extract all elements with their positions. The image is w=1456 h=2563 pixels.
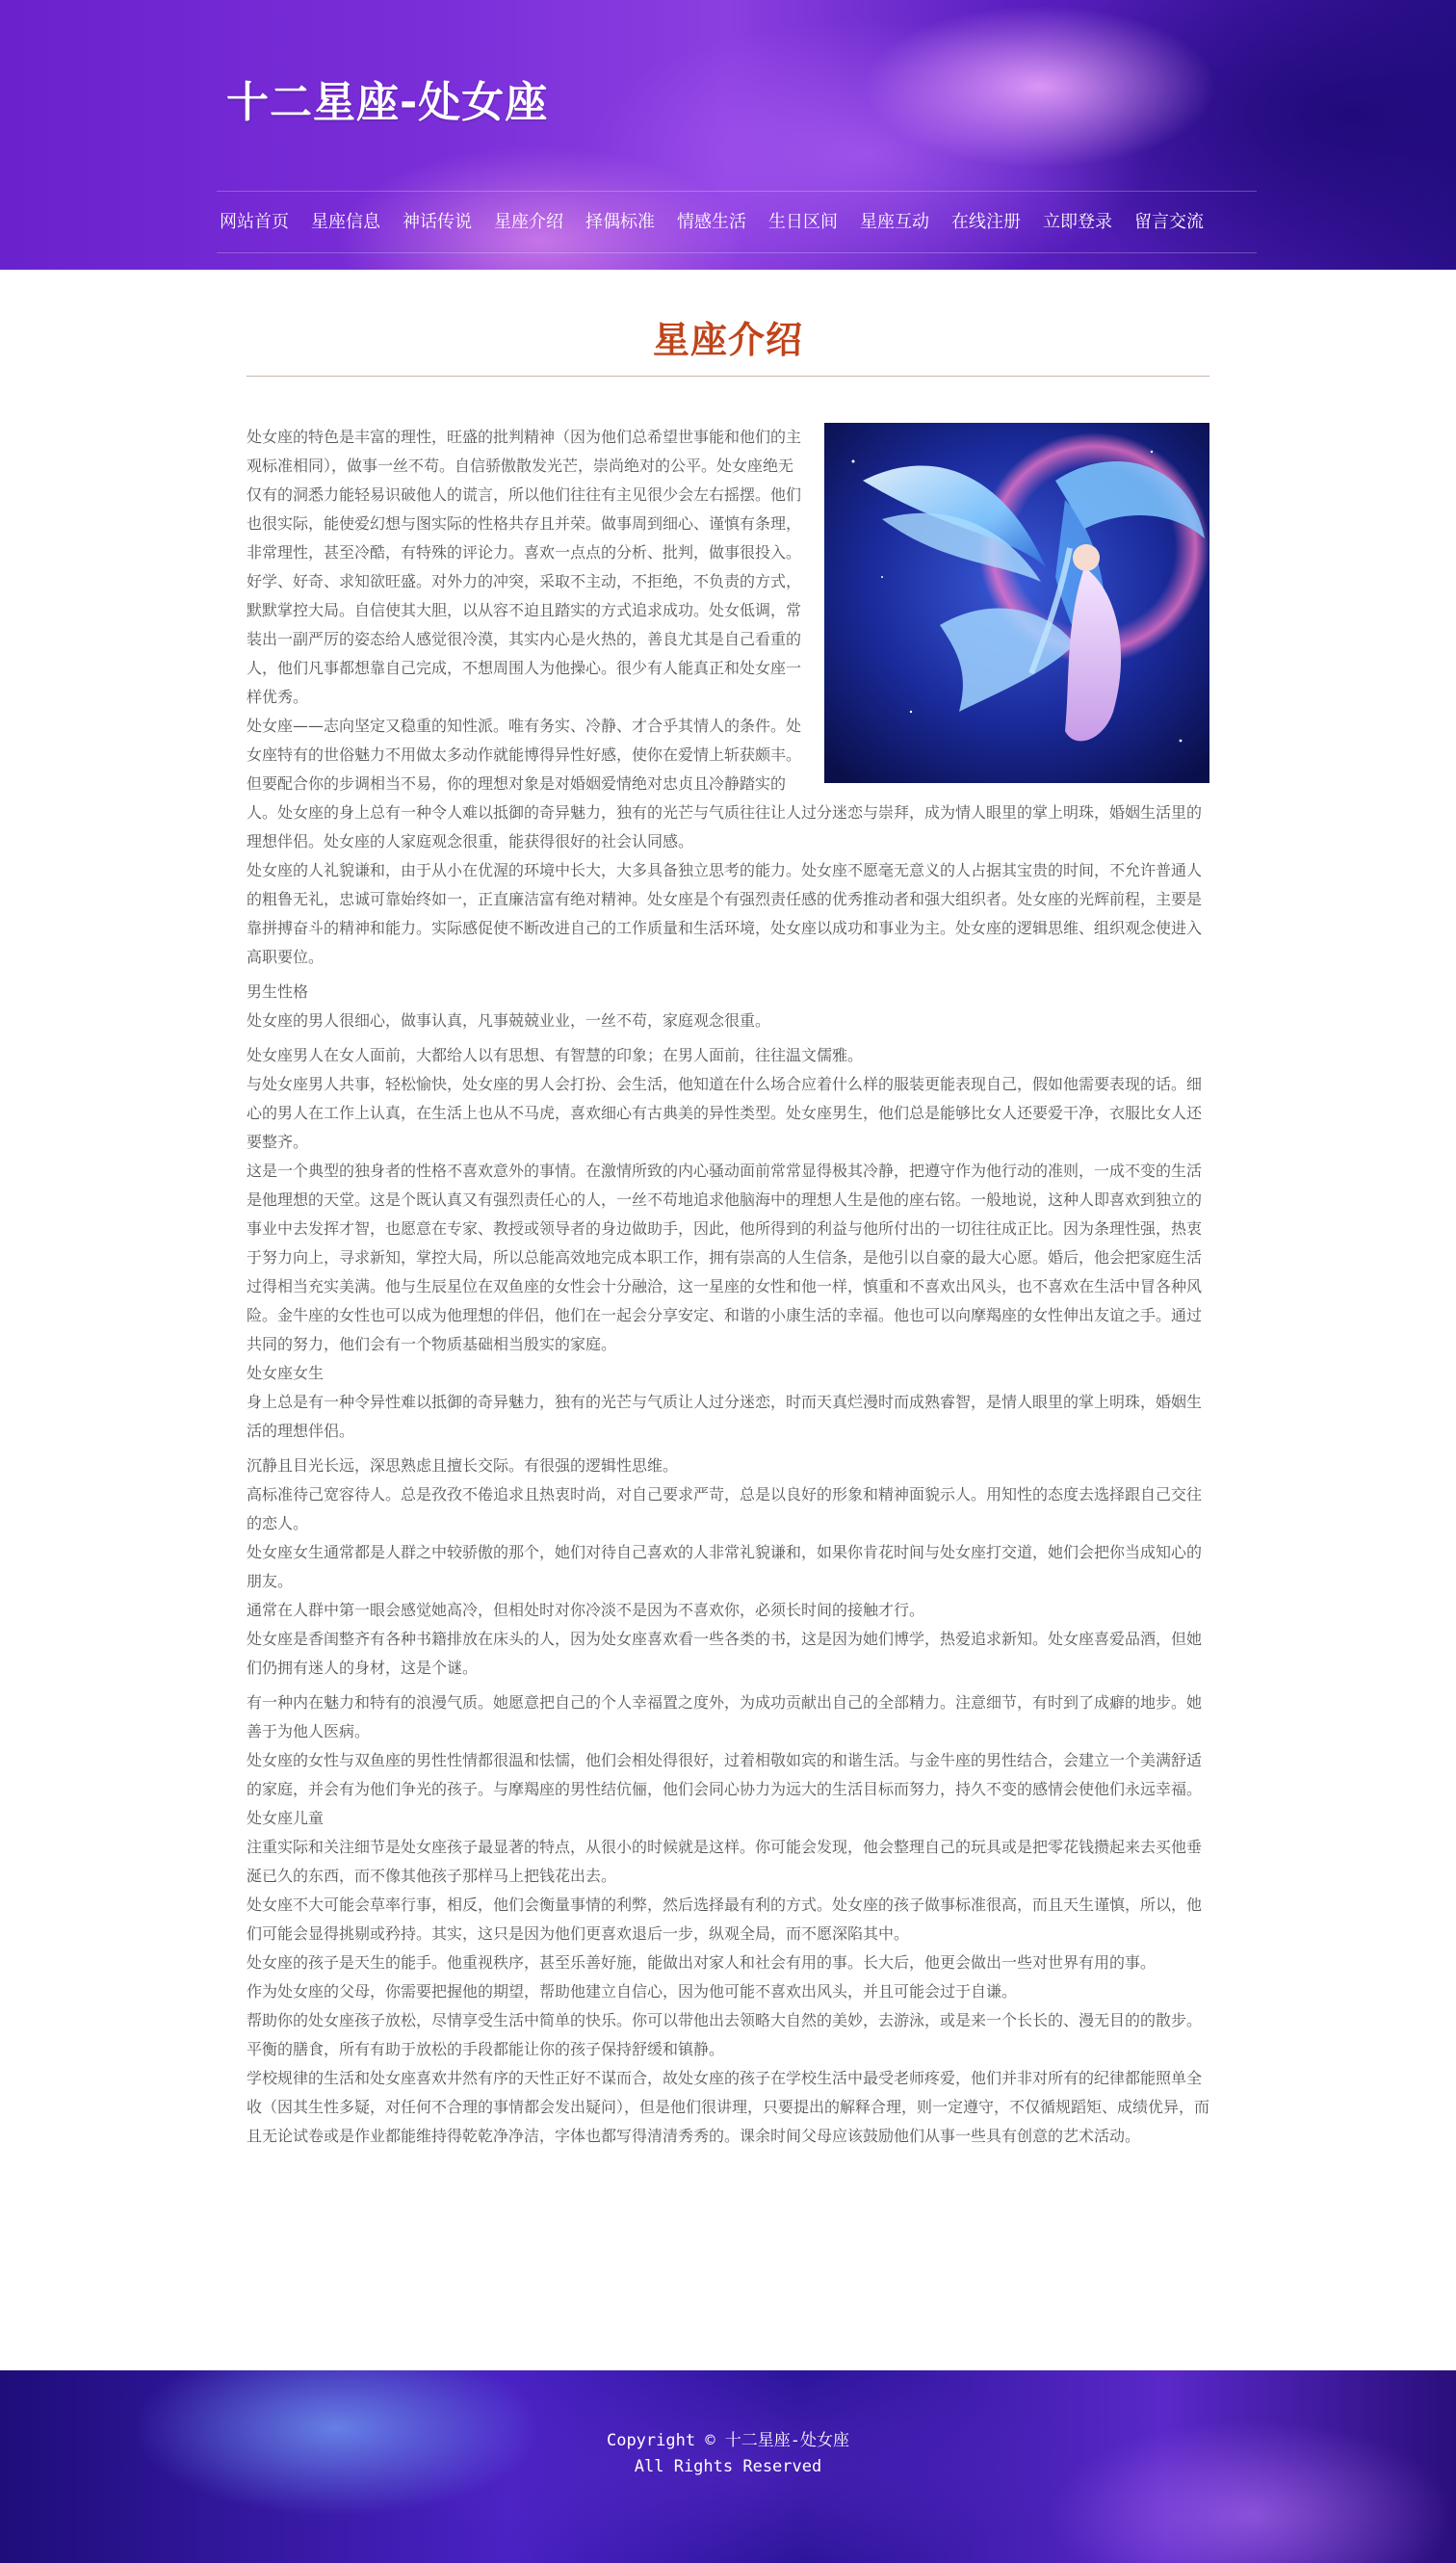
intro-paragraph: 处女座的人礼貌谦和，由于从小在优渥的环境中长大，大多具备独立思考的能力。处女座不愿毫无意义的人占据其宝贵的时间，不允许普通人的粗鲁无礼，忠诚可靠始终如一，正直廉洁富有绝对精神。处女座是个有强烈责任感的优秀推动者和强大组织者。处女座的光辉前程，主要是靠拼搏奋斗的精神和能力。实际感促使不断改进自己的工作质量和生活环境，处女座以成功和事业为主。处女座的逻辑思维、组织观念使进入高职要位。 (247, 861, 1203, 966)
site-header (0, 0, 1456, 270)
nav-item-register[interactable]: 在线注册 (951, 212, 1021, 232)
site-title[interactable]: 十二星座-处女座 (226, 78, 549, 127)
female-paragraph: 处女座的女性与双鱼座的男性性情都很温和怯懦，他们会相处得很好，过着相敬如宾的和谐生活。与金牛座的男性结合，会建立一个美满舒适的家庭，并会有为他们争光的孩子。与摩羯座的男性结伉俪，他们会同心协力为远大的生活目标而努力，持久不变的感情会使他们永远幸福。 (247, 1751, 1203, 1798)
main-content (247, 270, 1209, 2151)
nav-item-guestbook[interactable]: 留言交流 (1134, 212, 1204, 232)
site-footer (0, 2370, 1456, 2563)
child-paragraph: 作为处女座的父母，你需要把握他的期望，帮助他建立自信心，因为他可能不喜欢出风头，并且可能会过于自谦。 (247, 1982, 1018, 2001)
male-paragraph: 这是一个典型的独身者的性格不喜欢意外的事情。在激情所致的内心骚动面前常常显得极其冷静，把遵守作为他行动的准则，一成不变的生活是他理想的天堂。这是个既认真又有强烈责任心的人，一丝不苟地追求他脑海中的理想人生是他的座右铭。一般地说，这种人即喜欢到独立的事业中去发挥才智，也愿意在专家、教授或领导者的身边做助手，因此，他所得到的利益与他所付出的一切往往成正比。因为条理性强，热衷于努力向上，寻求新知，掌控大局，所以总能高效地完成本职工作，拥有崇高的人生信条，是他引以自豪的最大心愿。婚后，他会把家庭生活过得相当充实美满。他与生辰星位在双鱼座的女性会十分融洽，这一星座的女性和他一样，慎重和不喜欢出风头，也不喜欢在生活中冒各种风险。金牛座的女性也可以成为他理想的伴侣，他们在一起会分享安定、和谐的小康生活的幸福。他也可以向摩羯座的女性伸出友谊之手。通过共同的努力，他们会有一个物质基础相当殷实的家庭。 (247, 1162, 1203, 1353)
female-paragraph: 处女座女生通常都是人群之中较骄傲的那个，她们对待自己喜欢的人非常礼貌谦和，如果你肯花时间与处女座打交道，她们会把你当成知心的朋友。 (247, 1543, 1203, 1590)
nav-divider-bottom (217, 252, 1257, 253)
page-title: 星座介绍 (652, 319, 803, 361)
nav-item-login[interactable]: 立即登录 (1043, 212, 1112, 232)
section-heading-male: 男生性格 (247, 982, 309, 1001)
child-paragraph: 处女座的孩子是天生的能手。他重视秩序，甚至乐善好施，能做出对家人和社会有用的事。长大后，他更会做出一些对世界有用的事。 (247, 1953, 1157, 1972)
female-paragraph: 身上总是有一种令异性难以抵御的奇异魅力，独有的光芒与气质让人过分迷恋，时而天真烂漫时而成熟睿智，是情人眼里的掌上明珠，婚姻生活的理想伴侣。 (247, 1393, 1203, 1440)
article-body (247, 423, 1209, 2151)
male-paragraph: 处女座男人在女人面前，大都给人以有思想、有智慧的印象；在男人面前，往往温文儒雅。 (247, 1046, 864, 1064)
section-heading-female: 处女座女生 (247, 1364, 325, 1382)
nav-item-intro[interactable]: 星座介绍 (494, 212, 563, 232)
male-paragraph: 处女座的男人很细心，做事认真，凡事兢兢业业，一丝不苟，家庭观念很重。 (247, 1011, 771, 1030)
intro-paragraph: 处女座——志向坚定又稳重的知性派。唯有务实、冷静、才合乎其情人的条件。处女座特有的世俗魅力不用做太多动作就能博得异性好感，使你在爱情上斩获颇丰。但要配合你的步调相当不易，你的理想对象是对婚姻爱情绝对忠贞且冷静踏实的人。处女座的身上总有一种令人难以抵御的奇异魅力，独有的光芒与气质往往让人过分迷恋与崇拜，成为情人眼里的掌上明珠，婚姻生活里的理想伴侣。处女座的人家庭观念很重，能获得很好的社会认同感。 (247, 717, 1203, 850)
intro-paragraph: 处女座的特色是丰富的理性，旺盛的批判精神（因为他们总希望世事能和他们的主观标准相同），做事一丝不苟。自信骄傲散发光芒，崇尚绝对的公平。处女座绝无仅有的洞悉力能轻易识破他人的谎言，所以他们往往有主见很少会左右摇摆。他们也很实际，能使爱幻想与图实际的性格共存且并荣。做事周到细心、谨慎有条理，非常理性，甚至冷酷，有特殊的评论力。喜欢一点点的分析、批判，做事很投入。好学、好奇、求知欲旺盛。对外力的冲突，采取不主动，不拒绝，不负责的方式，默默掌控大局。自信使其大胆，以从容不迫且踏实的方式追求成功。处女低调，常装出一副严厉的姿态给人感觉很冷漠，其实内心是火热的，善良尤其是自己看重的人，他们凡事都想靠自己完成，不想周围人为他操心。很少有人能真正和处女座一样优秀。 (247, 428, 802, 706)
child-paragraph: 注重实际和关注细节是处女座孩子最显著的特点，从很小的时候就是这样。你可能会发现，他会整理自己的玩具或是把零花钱攒起来去买他垂涎已久的东西，而不像其他孩子那样马上把钱花出去。 (247, 1838, 1203, 1885)
female-paragraph: 处女座是香闺整齐有各种书籍排放在床头的人，因为处女座喜欢看一些各类的书，这是因为她们博学，热爱追求新知。处女座喜爱品酒，但她们仍拥有迷人的身材，这是个谜。 (247, 1630, 1203, 1677)
nav-item-home[interactable]: 网站首页 (220, 212, 289, 232)
female-paragraph: 高标准待己宽容待人。总是孜孜不倦追求且热衷时尚，对自己要求严苛，总是以良好的形象和精神面貌示人。用知性的态度去选择跟自己交往的恋人。 (247, 1485, 1203, 1532)
child-paragraph: 帮助你的处女座孩子放松，尽情享受生活中简单的快乐。你可以带他出去领略大自然的美妙，去游泳，或是来一个长长的、漫无目的的散步。平衡的膳食，所有有助于放松的手段都能让你的孩子保持舒缓和镇静。 (247, 2011, 1203, 2058)
nav-item-interact[interactable]: 星座互动 (860, 212, 929, 232)
child-paragraph: 学校规律的生活和处女座喜欢井然有序的天性正好不谋而合，故处女座的孩子在学校生活中最受老师疼爱，他们并非对所有的纪律都能照单全收（因其生性多疑，对任何不合理的事情都会发出疑问），但是他们很讲理，只要提出的解释合理，则一定遵守，不仅循规蹈矩、成绩优异，而且无论试卷或是作业都能维持得乾乾净净洁，字体也都写得清清秀秀的。课余时间父母应该鼓励他们从事一些具有创意的艺术活动。 (247, 2069, 1210, 2145)
female-paragraph: 通常在人群中第一眼会感觉她高冷，但相处时对你冷淡不是因为不喜欢你，必须长时间的接触才行。 (247, 1601, 925, 1619)
female-paragraph: 有一种内在魅力和特有的浪漫气质。她愿意把自己的个人幸福置之度外，为成功贡献出自己的全部精力。注意细节，有时到了成癖的地步。她善于为他人医病。 (247, 1693, 1203, 1740)
child-paragraph: 处女座不大可能会草率行事，相反，他们会衡量事情的利弊，然后选择最有利的方式。处女座的孩子做事标准很高，而且天生谨慎，所以，他们可能会显得挑剔或矜持。其实，这只是因为他们更喜欢退后一步，纵观全局，而不愿深陷其中。 (247, 1896, 1203, 1943)
nav-item-partner[interactable]: 择偶标准 (585, 212, 655, 232)
nav-item-info[interactable]: 星座信息 (311, 212, 380, 232)
male-paragraph: 与处女座男人共事，轻松愉快，处女座的男人会打扮、会生活，他知道在什么场合应着什么样的服装更能表现自己，假如他需要表现的话。细心的男人在工作上认真，在生活上也从不马虎，喜欢细心有古典美的异性类型。处女座男生，他们总是能够比女人还要爱干净，衣服比女人还要整齐。 (247, 1075, 1203, 1151)
main-nav (220, 208, 1226, 233)
virgo-angel-illustration (824, 423, 1209, 783)
nav-item-love[interactable]: 情感生活 (677, 212, 746, 232)
copyright-text: Copyright © 十二星座-处女座 (606, 2431, 850, 2450)
section-heading-child: 处女座儿童 (247, 1809, 325, 1827)
nav-item-myth[interactable]: 神话传说 (403, 212, 472, 232)
female-paragraph: 沉静且目光长远，深思熟虑且擅长交际。有很强的逻辑性思维。 (247, 1456, 679, 1475)
title-divider (247, 376, 1209, 377)
rights-text: All Rights Reserved (634, 2457, 822, 2476)
nav-divider-top (217, 191, 1257, 192)
nav-item-birthday[interactable]: 生日区间 (768, 212, 838, 232)
